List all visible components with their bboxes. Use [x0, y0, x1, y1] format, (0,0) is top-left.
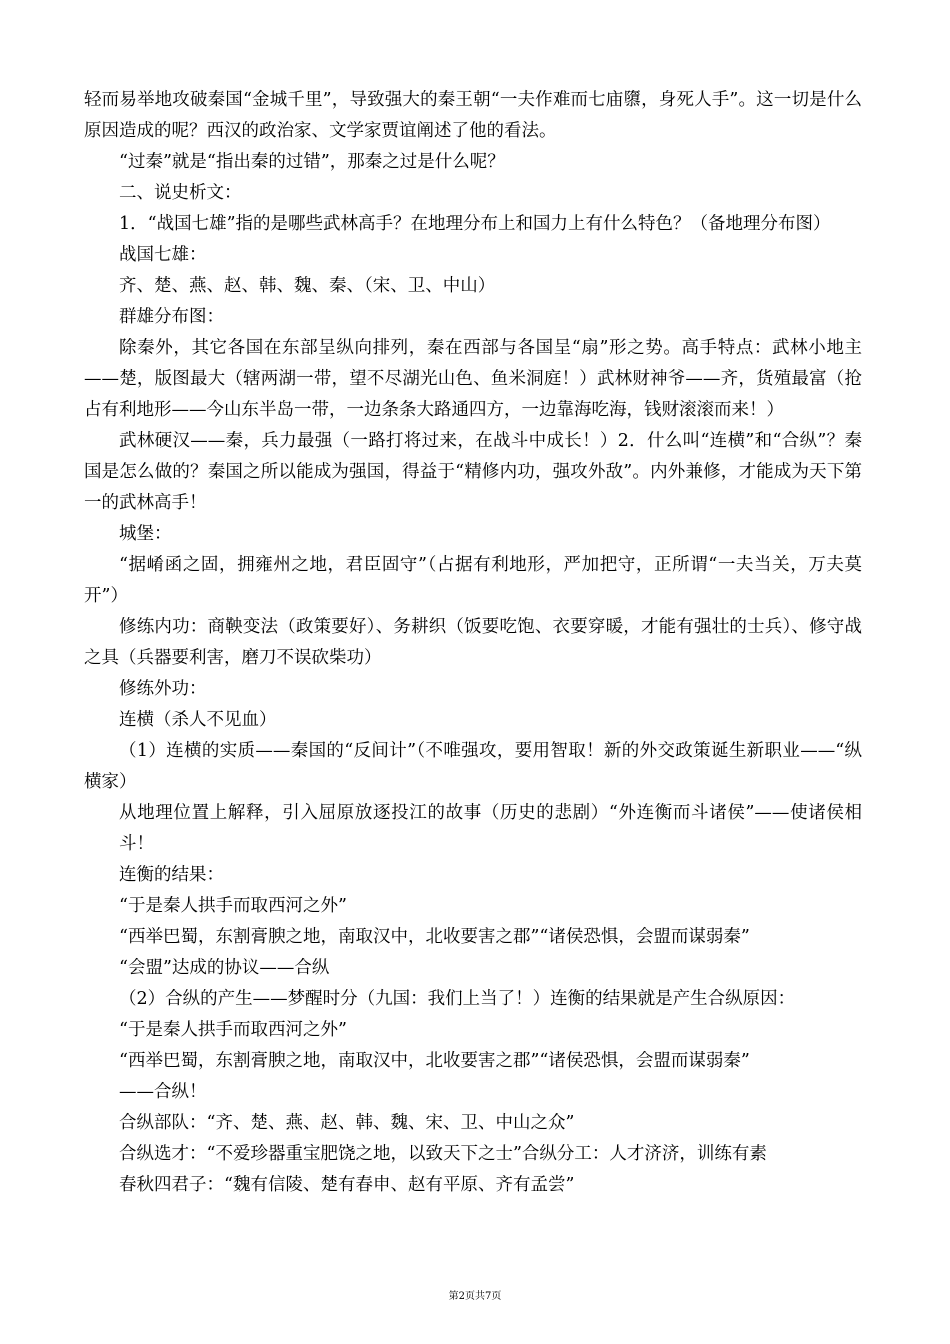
paragraph: 战国七雄：	[119, 245, 207, 265]
paragraph: 武林硬汉——秦，兵力最强（一路打将过来，在战斗中成长！）2．什么叫“连横”和“合纵”？秦国是怎么做的？秦国之所以能成为强国，得益于“精修内功，强攻外敌”。内外兼修，才能成为天下第一的武林高手！	[84, 431, 862, 513]
quote-line: “西举巴蜀，东割膏腴之地，南取汉中，北收要害之郡”“诸侯恐惧，会盟而谋弱秦”	[119, 927, 750, 947]
paragraph: 连衡的结果：	[119, 865, 224, 885]
paragraph: 除秦外，其它各国在东部呈纵向排列，秦在西部与各国呈“扇”形之势。高手特点：武林小地主——楚，版图最大（辖两湖一带，望不尽湖光山色、鱼米洞庭！）武林财神爷——齐，货殖最富（抢占有利地形——今山东半岛一带，一边条条大路通四方，一边靠海吃海，钱财滚滚而来！）	[84, 338, 862, 420]
paragraph: 城堡：	[119, 524, 172, 544]
paragraph: ——合纵！	[119, 1082, 207, 1102]
paragraph: “会盟”达成的协议——合纵	[119, 958, 330, 978]
paragraph: 连横（杀人不见血）	[119, 710, 277, 730]
paragraph: 春秋四君子：“魏有信陵、楚有春申、赵有平原、齐有孟尝”	[119, 1175, 575, 1195]
paragraph: 齐、楚、燕、赵、韩、魏、秦、（宋、卫、中山）	[119, 276, 496, 296]
paragraph: （2）合纵的产生——梦醒时分（九国：我们上当了！）连衡的结果就是产生合纵原因：	[119, 989, 796, 1009]
paragraph: 合纵选才：“不爱珍器重宝肥饶之地，以致天下之士”合纵分工：人才济济，训练有素	[119, 1144, 767, 1164]
paragraph: “过秦”就是“指出秦的过错”，那秦之过是什么呢？	[119, 152, 505, 172]
page-footer	[0, 1290, 950, 1304]
quote-line: “西举巴蜀，东割膏腴之地，南取汉中，北收要害之郡”“诸侯恐惧，会盟而谋弱秦”	[119, 1051, 750, 1071]
paragraph: 合纵部队：“齐、楚、燕、赵、韩、魏、宋、卫、中山之众”	[119, 1113, 575, 1133]
page-number: 第2页共7页	[448, 1291, 502, 1302]
paragraph: 修练内功：商鞅变法（政策要好）、务耕织（饭要吃饱、衣要穿暖，才能有强壮的士兵）、修守战之具（兵器要利害，磨刀不误砍柴功）	[84, 617, 862, 668]
question-paragraph: 1．“战国七雄”指的是哪些武林高手？在地理分布上和国力上有什么特色？（备地理分布图）	[119, 214, 831, 234]
section-heading: 二、说史析文：	[119, 183, 242, 203]
paragraph: 轻而易举地攻破秦国“金城千里”，导致强大的秦王朝“一夫作难而七庙隳，身死人手”。这一切是什么原因造成的呢？西汉的政治家、文学家贾谊阐述了他的看法。	[84, 90, 862, 141]
paragraph: （1）连横的实质——秦国的“反间计”（不唯强攻，要用智取！新的外交政策诞生新职业——“纵横家）	[84, 741, 862, 792]
paragraph: 修练外功：	[119, 679, 207, 699]
paragraph: 群雄分布图：	[119, 307, 224, 327]
quote-line: “于是秦人拱手而取西河之外”	[119, 896, 347, 916]
paragraph: 从地理位置上解释，引入屈原放逐投江的故事（历史的悲剧）“外连衡而斗诸侯”——使诸侯相斗！	[119, 803, 862, 854]
document-body	[84, 85, 862, 1201]
quote-line: “于是秦人拱手而取西河之外”	[119, 1020, 347, 1040]
paragraph: “据崤函之固，拥雍州之地，君臣固守”（占据有利地形，严加把守，正所谓“一夫当关，万夫莫开”）	[84, 555, 862, 606]
